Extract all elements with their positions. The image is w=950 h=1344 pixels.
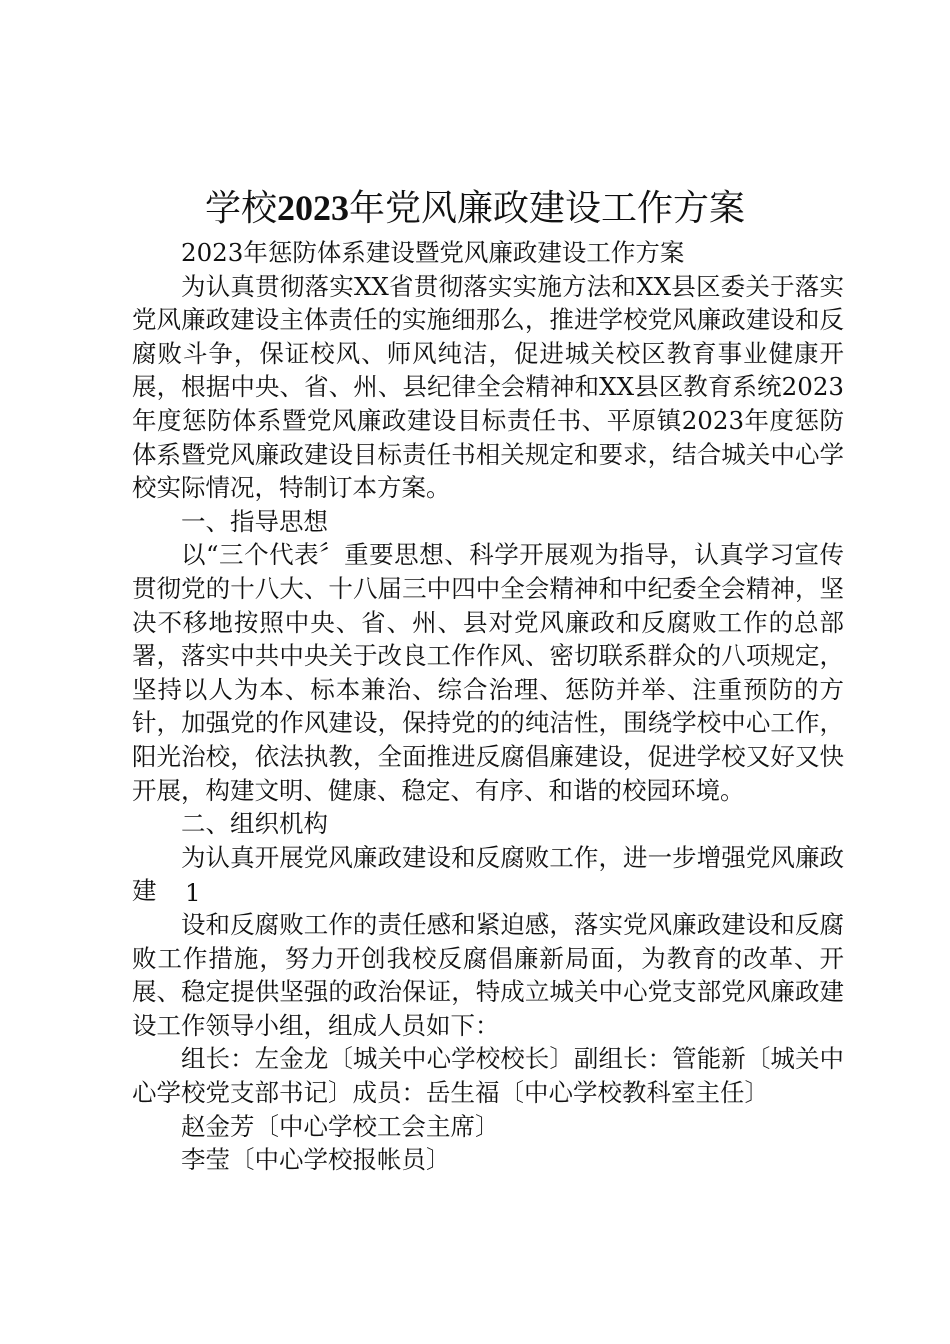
member-line: 赵金芳〔中心学校工会主席〕 xyxy=(181,1111,500,1141)
section-heading-guiding-ideology: 一、指导思想 xyxy=(181,506,328,536)
title-prefix: 学校 xyxy=(204,188,277,229)
member-line: 李莹〔中心学校报帐员〕 xyxy=(181,1145,451,1175)
title-year: 2023 xyxy=(277,188,349,228)
body-text-page1 xyxy=(132,236,844,908)
body-text-page2 xyxy=(132,908,844,1177)
document-title xyxy=(0,178,950,239)
organization-paragraph-continued: 设和反腐败工作的责任感和紧迫感，落实党风廉政建设和反腐败工作措施，努力开创我校反腐倡廉新局面，为教育的改革、开展、稳定提供坚强的政治保证，特成立城关中心党支部党风廉政建设工作领导小组，组成人员如下： xyxy=(132,910,844,1040)
organization-paragraph-start: 为认真开展党风廉政建设和反腐败工作，进一步增强党风廉政建 xyxy=(132,842,844,906)
intro-paragraph: 为认真贯彻落实XX省贯彻落实实施方法和XX县区委关于落实党风廉政建设主体责任的实施细那么，推进学校党风廉政建设和反腐败斗争，保证校风、师风纯洁，促进城关校区教育事业健康开展，根据中央、省、州、县纪律全会精神和XX县区教育系统2023年度惩防体系暨党风廉政建设目标责任书、平原镇2023年度惩防体系暨党风廉政建设目标责任书相关规定和要求，结合城关中心学校实际情况，特制订本方案。 xyxy=(132,271,844,503)
subtitle-paragraph: 2023年惩防体系建设暨党风廉政建设工作方案 xyxy=(181,238,685,267)
section-heading-organization: 二、组织机构 xyxy=(181,809,328,839)
page-number: 1 xyxy=(185,878,201,907)
title-suffix: 年党风廉政建设工作方案 xyxy=(349,188,746,229)
members-paragraph: 组长：左金龙〔城关中心学校校长〕副组长：管能新〔城关中心学校党支部书记〕成员：岳生福〔中心学校教科室主任〕 xyxy=(132,1044,844,1107)
guiding-ideology-paragraph: 以“三个代表〞重要思想、科学开展观为指导，认真学习宣传贯彻党的十八大、十八届三中四中全会精神和中纪委全会精神，坚决不移地按照中央、省、州、县对党风廉政和反腐败工作的总部署，落实中共中央关于改良工作作风、密切联系群众的八项规定，坚持以人为本、标本兼治、综合治理、惩防并举、注重预防的方针，加强党的作风建设，保持党的的纯洁性，围绕学校中心工作，阳光治校，依法执教，全面推进反腐倡廉建设，促进学校又好又快开展，构建文明、健康、稳定、有序、和谐的校园环境。 xyxy=(132,540,844,805)
